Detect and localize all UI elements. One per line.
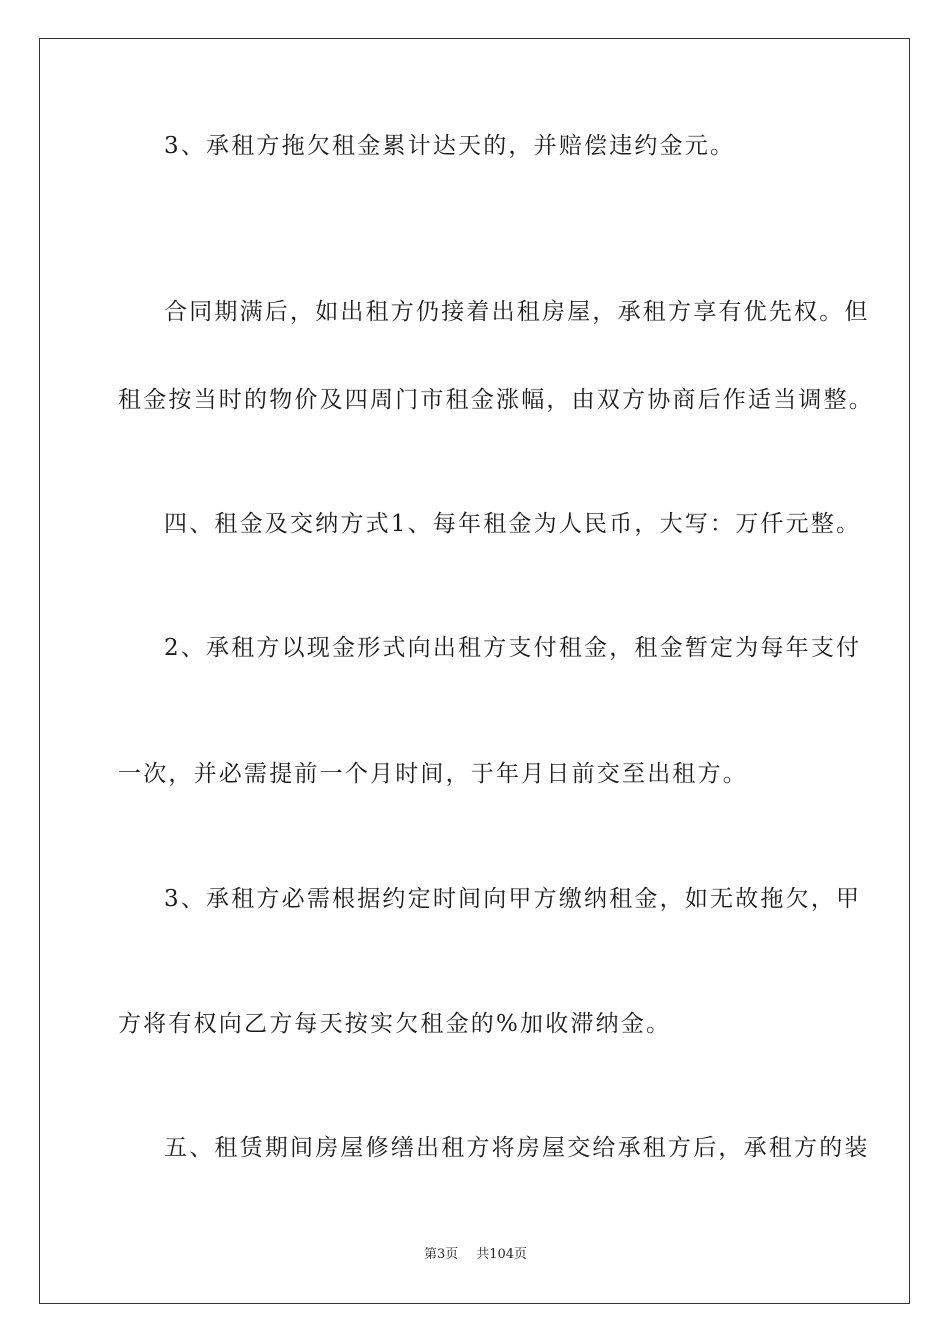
- text-line: 3、承租方必需根据约定时间向甲方缴纳租金，如无故拖欠，甲: [164, 886, 862, 912]
- text-line: 2、承租方以现金形式向出租方支付租金，租金暂定为每年支付: [164, 635, 862, 661]
- text-line: 3、承租方拖欠租金累计达天的，并赔偿违约金元。: [164, 133, 736, 159]
- page-footer: [40, 1247, 911, 1263]
- text-line: 四、租金及交纳方式1、每年租金为人民币，大写：万仟元整。: [164, 511, 862, 537]
- text-line: 方将有权向乙方每天按实欠租金的%加收滞纳金。: [118, 1011, 672, 1037]
- page-total: 共104页: [476, 1247, 528, 1262]
- page-frame: [39, 38, 910, 1304]
- text-line: 合同期满后，如出租方仍接着出租房屋，承租方享有优先权。但: [164, 299, 870, 325]
- text-line: 一次，并必需提前一个月时间，于年月日前交至出租方。: [118, 761, 748, 787]
- text-line: 租金按当时的物价及四周门市租金涨幅，由双方协商后作适当调整。: [118, 387, 874, 413]
- text-line: 五、租赁期间房屋修缮出租方将房屋交给承租方后，承租方的装: [164, 1135, 870, 1161]
- page-number: 第3页: [423, 1247, 459, 1262]
